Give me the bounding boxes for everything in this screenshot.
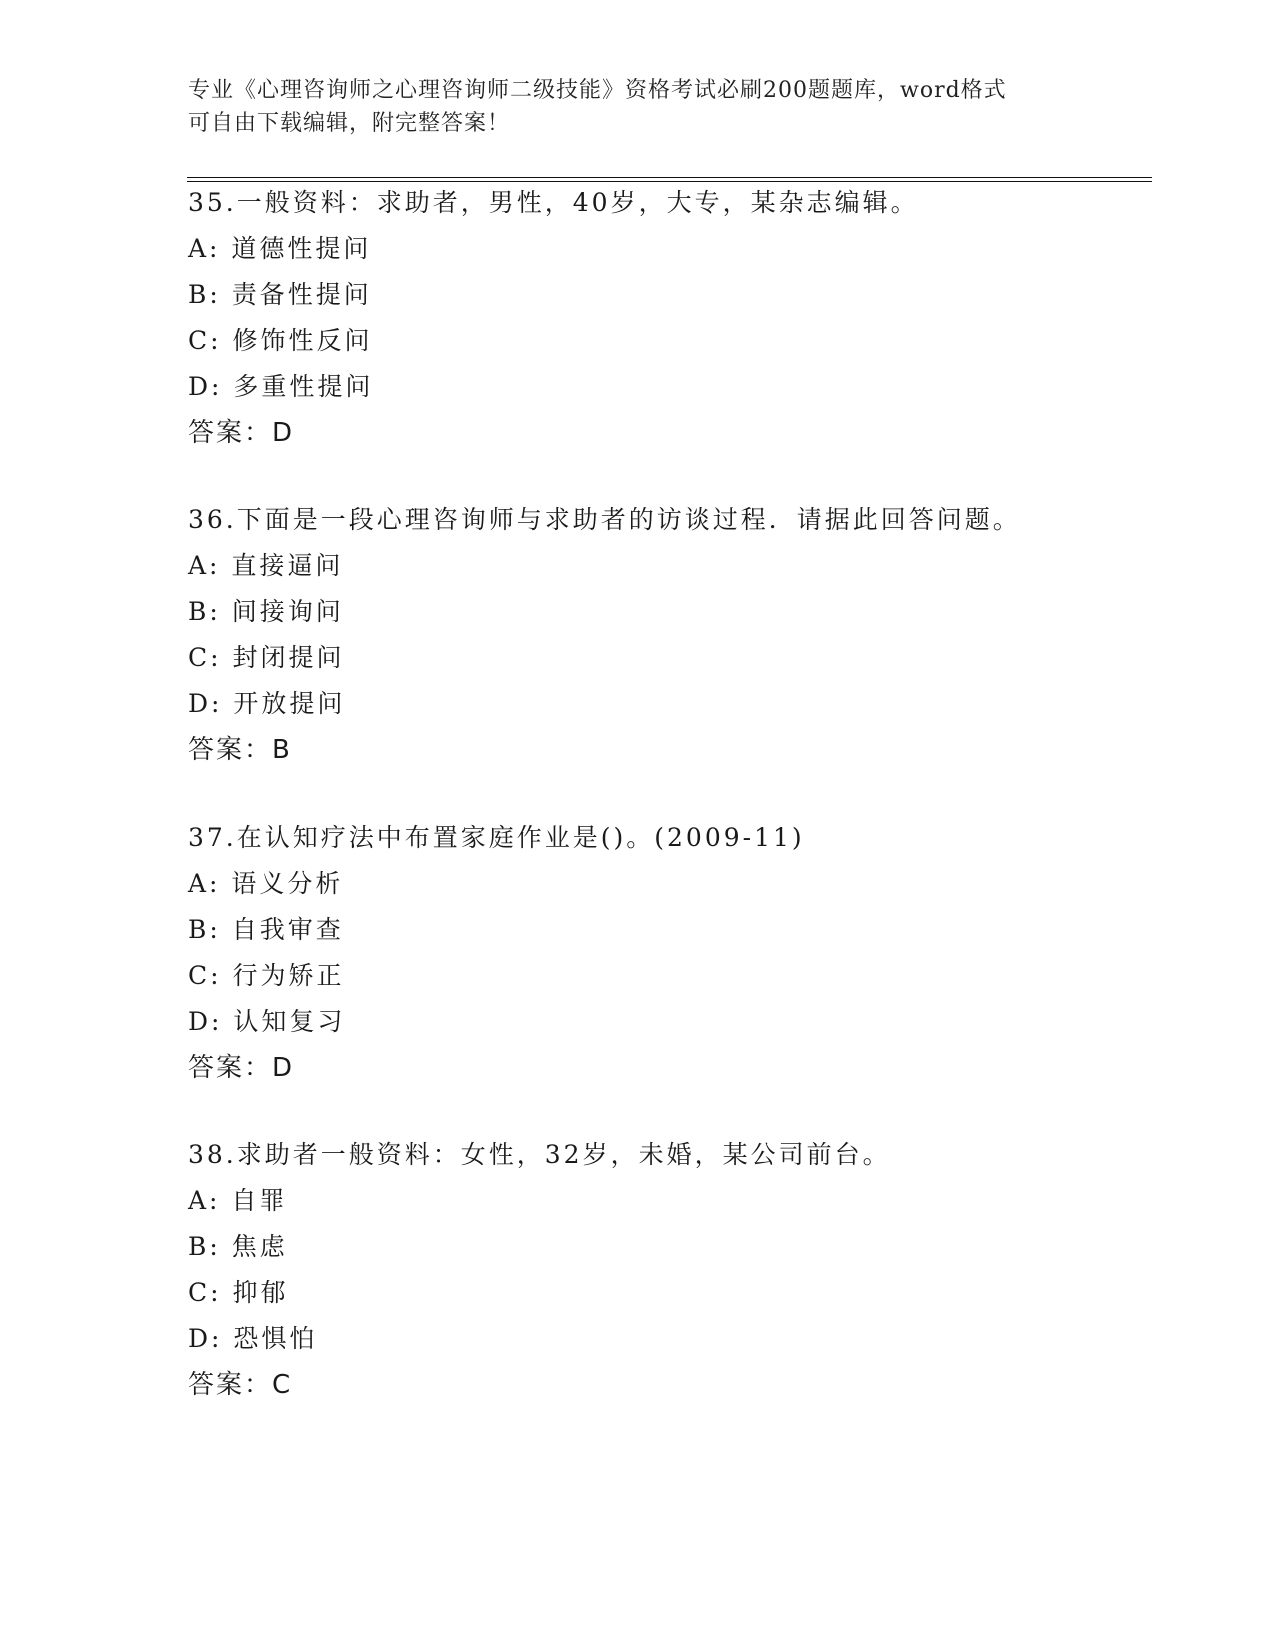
question-stem: 35.一般资料：求助者，男性，40岁，大专，某杂志编辑。 bbox=[188, 188, 919, 217]
answer: 答案：D bbox=[188, 1053, 295, 1083]
option-d: D: 恐惧怕 bbox=[188, 1324, 318, 1353]
header-divider-top bbox=[187, 177, 1152, 178]
option-d: D: 开放提问 bbox=[188, 689, 346, 718]
question-35 bbox=[188, 180, 1168, 456]
question-37 bbox=[188, 815, 1168, 1091]
question-stem: 38.求助者一般资料：女性，32岁，未婚，某公司前台。 bbox=[188, 1140, 891, 1169]
document-header bbox=[188, 74, 1088, 140]
option-b: B: 间接询问 bbox=[188, 597, 344, 626]
question-38 bbox=[188, 1132, 1168, 1408]
option-b: B: 焦虑 bbox=[188, 1232, 288, 1261]
option-a: A: 语义分析 bbox=[188, 869, 344, 898]
option-d: D: 认知复习 bbox=[188, 1007, 346, 1036]
option-b: B: 自我审查 bbox=[188, 915, 344, 944]
option-a: A: 自罪 bbox=[188, 1186, 288, 1215]
option-d: D: 多重性提问 bbox=[188, 372, 374, 401]
answer: 答案：C bbox=[188, 1370, 293, 1400]
option-c: C: 修饰性反问 bbox=[188, 326, 373, 355]
option-c: C: 抑郁 bbox=[188, 1278, 289, 1307]
option-a: A: 直接逼问 bbox=[188, 551, 344, 580]
question-stem: 36.下面是一段心理咨询师与求助者的访谈过程．请据此回答问题。 bbox=[188, 505, 1021, 534]
answer: 答案：B bbox=[188, 735, 292, 765]
answer: 答案：D bbox=[188, 418, 295, 448]
question-36 bbox=[188, 497, 1168, 773]
header-line-2: 可自由下载编辑，附完整答案！ bbox=[188, 111, 511, 136]
header-line-1: 专业《心理咨询师之心理咨询师二级技能》资格考试必刷200题题库，word格式 bbox=[188, 78, 1007, 103]
option-b: B: 责备性提问 bbox=[188, 280, 372, 309]
option-c: C: 封闭提问 bbox=[188, 643, 345, 672]
question-stem: 37.在认知疗法中布置家庭作业是()。(2009-11) bbox=[188, 823, 805, 852]
option-c: C: 行为矫正 bbox=[188, 961, 345, 990]
option-a: A: 道德性提问 bbox=[188, 234, 372, 263]
